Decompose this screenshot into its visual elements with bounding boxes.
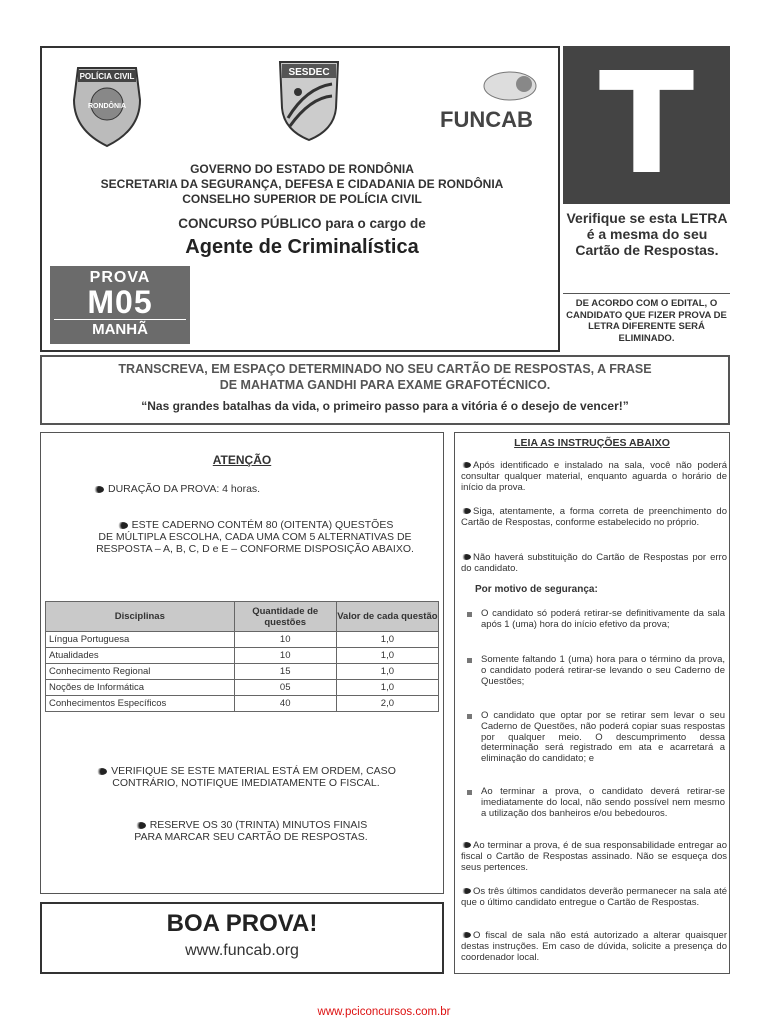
letter-verify-text: Verifique se esta LETRA é a mesma do seu Cartão de Respostas. bbox=[566, 210, 728, 258]
instrucoes-box bbox=[454, 432, 730, 974]
bullet-icon bbox=[461, 888, 471, 894]
table-cell: 40 bbox=[234, 696, 336, 712]
table-cell: 10 bbox=[234, 648, 336, 664]
atencao-title: ATENÇÃO bbox=[212, 453, 272, 467]
bullet-icon bbox=[135, 822, 146, 829]
bullet-icon bbox=[461, 932, 471, 938]
table-row bbox=[46, 648, 439, 664]
prova-label: PROVA bbox=[89, 269, 151, 286]
duracao-text: DURAÇÃO DA PROVA: 4 horas. bbox=[108, 483, 261, 495]
disciplinas-table bbox=[45, 601, 439, 712]
policia-text: POLÍCIA CIVIL bbox=[79, 72, 135, 81]
boa-prova-title: BOA PROVA! bbox=[166, 910, 318, 937]
sesdec-text: SESDEC bbox=[288, 67, 330, 78]
policia-civil-badge bbox=[68, 60, 146, 148]
boa-prova-box bbox=[40, 902, 444, 974]
table-cell: 10 bbox=[234, 632, 336, 648]
caderno-line: RESPOSTA – A, B, C, D e E – CONFORME DISPOSIÇÃO ABAIXO. bbox=[96, 543, 414, 555]
footer-link[interactable]: www.pciconcursos.com.br bbox=[317, 1006, 451, 1018]
verifique-line: CONTRÁRIO, NOTIFIQUE IMEDIATAMENTE O FISCAL. bbox=[112, 777, 380, 789]
gov-line: CONSELHO SUPERIOR DE POLÍCIA CIVIL bbox=[182, 192, 422, 206]
government-lines bbox=[42, 162, 562, 207]
bullet-icon bbox=[461, 462, 471, 468]
instrucao-item: Os três últimos candidatos deverão permanecer na sala até que o último candidato entregue o Cartão de Respostas. bbox=[461, 886, 727, 908]
table-cell: Língua Portuguesa bbox=[46, 632, 235, 648]
instrucao-item: Siga, atentamente, a forma correta de preenchimento do Cartão de Respostas, conforme estabelecido no próprio. bbox=[461, 506, 727, 528]
instrucao-item: Não haverá substituição do Cartão de Respostas por erro do candidato. bbox=[461, 552, 727, 574]
atencao-box bbox=[40, 432, 444, 894]
transcreva-instructions bbox=[42, 357, 728, 393]
seguranca-item: O candidato que optar por se retirar sem levar o seu Caderno de Questões, não poderá copiar suas respostas por qualquer meio. O descumprimento dessa determinação será registrado em ata e acarretará a eliminação do candidato; e bbox=[481, 710, 725, 765]
sesdec-shield bbox=[276, 58, 342, 144]
gov-line: SECRETARIA DA SEGURANÇA, DEFESA E CIDADANIA DE RONDÔNIA bbox=[100, 177, 504, 191]
prova-turno: MANHÃ bbox=[54, 319, 186, 338]
bullet-icon bbox=[93, 486, 104, 493]
bullet-icon bbox=[117, 522, 128, 529]
reserve-line: RESERVE OS 30 (TRINTA) MINUTOS FINAIS bbox=[149, 819, 368, 831]
prova-box bbox=[50, 266, 190, 344]
bullet-icon bbox=[461, 508, 471, 514]
table-cell: 1,0 bbox=[336, 632, 438, 648]
table-cell: Noções de Informática bbox=[46, 680, 235, 696]
bullet-icon bbox=[96, 768, 107, 775]
table-cell: Conhecimentos Específicos bbox=[46, 696, 235, 712]
caderno-line: DE MÚLTIPLA ESCOLHA, CADA UMA COM 5 ALTERNATIVAS DE bbox=[98, 531, 412, 543]
edital-warning: DE ACORDO COM O EDITAL, O CANDIDATO QUE FIZER PROVA DE LETRA DIFERENTE SERÁ ELIMINADO. bbox=[563, 293, 730, 351]
seguranca-item: O candidato só poderá retirar-se definitivamente da sala após 1 (uma) hora do início efetivo da prova; bbox=[481, 608, 725, 630]
table-cell: Conhecimento Regional bbox=[46, 664, 235, 680]
funcab-swoosh bbox=[440, 68, 540, 104]
table-row bbox=[46, 664, 439, 680]
caderno-block bbox=[75, 519, 435, 555]
cargo-title: Agente de Criminalística bbox=[185, 236, 419, 258]
transcreva-line: TRANSCREVA, EM ESPAÇO DETERMINADO NO SEU CARTÃO DE RESPOSTAS, A FRASE bbox=[118, 362, 652, 376]
concurso-label: CONCURSO PÚBLICO para o cargo de bbox=[178, 216, 426, 231]
prova-letter: T bbox=[563, 46, 730, 204]
reserve-block bbox=[81, 819, 421, 843]
table-cell: 1,0 bbox=[336, 680, 438, 696]
reserve-line: PARA MARCAR SEU CARTÃO DE RESPOSTAS. bbox=[134, 831, 368, 843]
transcreva-box bbox=[40, 355, 730, 425]
funcab-url: www.funcab.org bbox=[185, 942, 299, 959]
verifique-block bbox=[61, 765, 431, 789]
seguranca-item: Ao terminar a prova, o candidato deverá retirar-se imediatamente do local, não sendo possível nem mesmo a utilização dos banheiros e/ou bebedouros. bbox=[481, 786, 725, 819]
table-cell: 05 bbox=[234, 680, 336, 696]
table-header-row bbox=[46, 602, 439, 632]
instrucao-item: Ao terminar a prova, é de sua responsabilidade entregar ao fiscal o Cartão de Respostas assinado. Não se esqueça dos seus pertences. bbox=[461, 840, 727, 873]
funcab-text: FUNCAB bbox=[440, 107, 533, 132]
table-cell: 15 bbox=[234, 664, 336, 680]
table-header: Valor de cada questão bbox=[336, 602, 438, 632]
table-row bbox=[46, 632, 439, 648]
instrucao-item: O fiscal de sala não está autorizado a alterar quaisquer destas instruções. Em caso de dúvida, solicite a presença do coordenador local. bbox=[461, 930, 727, 963]
seguranca-label: Por motivo de segurança: bbox=[475, 584, 598, 595]
policia-state-text: RONDÔNIA bbox=[87, 103, 127, 110]
table-header: Disciplinas bbox=[46, 602, 235, 632]
bullet-icon bbox=[461, 554, 471, 560]
table-row bbox=[46, 696, 439, 712]
instrucoes-title: LEIA AS INSTRUÇÕES ABAIXO bbox=[514, 437, 670, 449]
instrucao-item: Após identificado e instalado na sala, você não poderá consultar qualquer material, enquanto aguarda o horário de início da prova. bbox=[461, 460, 727, 493]
gov-line: GOVERNO DO ESTADO DE RONDÔNIA bbox=[190, 162, 414, 176]
table-cell: 1,0 bbox=[336, 648, 438, 664]
transcreva-line: DE MAHATMA GANDHI PARA EXAME GRAFOTÉCNICO. bbox=[219, 378, 551, 392]
table-cell: 2,0 bbox=[336, 696, 438, 712]
table-cell: 1,0 bbox=[336, 664, 438, 680]
table-cell: Atualidades bbox=[46, 648, 235, 664]
logos-row bbox=[42, 58, 558, 158]
prova-code: M05 bbox=[87, 284, 153, 320]
funcab-logo bbox=[440, 68, 540, 138]
header-box bbox=[40, 46, 560, 352]
gandhi-quote: “Nas grandes batalhas da vida, o primeiro passo para a vitória é o desejo de vencer!” bbox=[141, 399, 629, 413]
duracao-line bbox=[93, 483, 260, 495]
bullet-icon bbox=[461, 842, 471, 848]
caderno-line: ESTE CADERNO CONTÉM 80 (OITENTA) QUESTÕES bbox=[75, 519, 435, 531]
table-row bbox=[46, 680, 439, 696]
verifique-line: VERIFIQUE SE ESTE MATERIAL ESTÁ EM ORDEM, CASO bbox=[111, 765, 396, 777]
table-header: Quantidade de questões bbox=[234, 602, 336, 632]
seguranca-item: Somente faltando 1 (uma) hora para o término da prova, o candidato poderá retirar-se levando o seu Caderno de Questões; bbox=[481, 654, 725, 687]
